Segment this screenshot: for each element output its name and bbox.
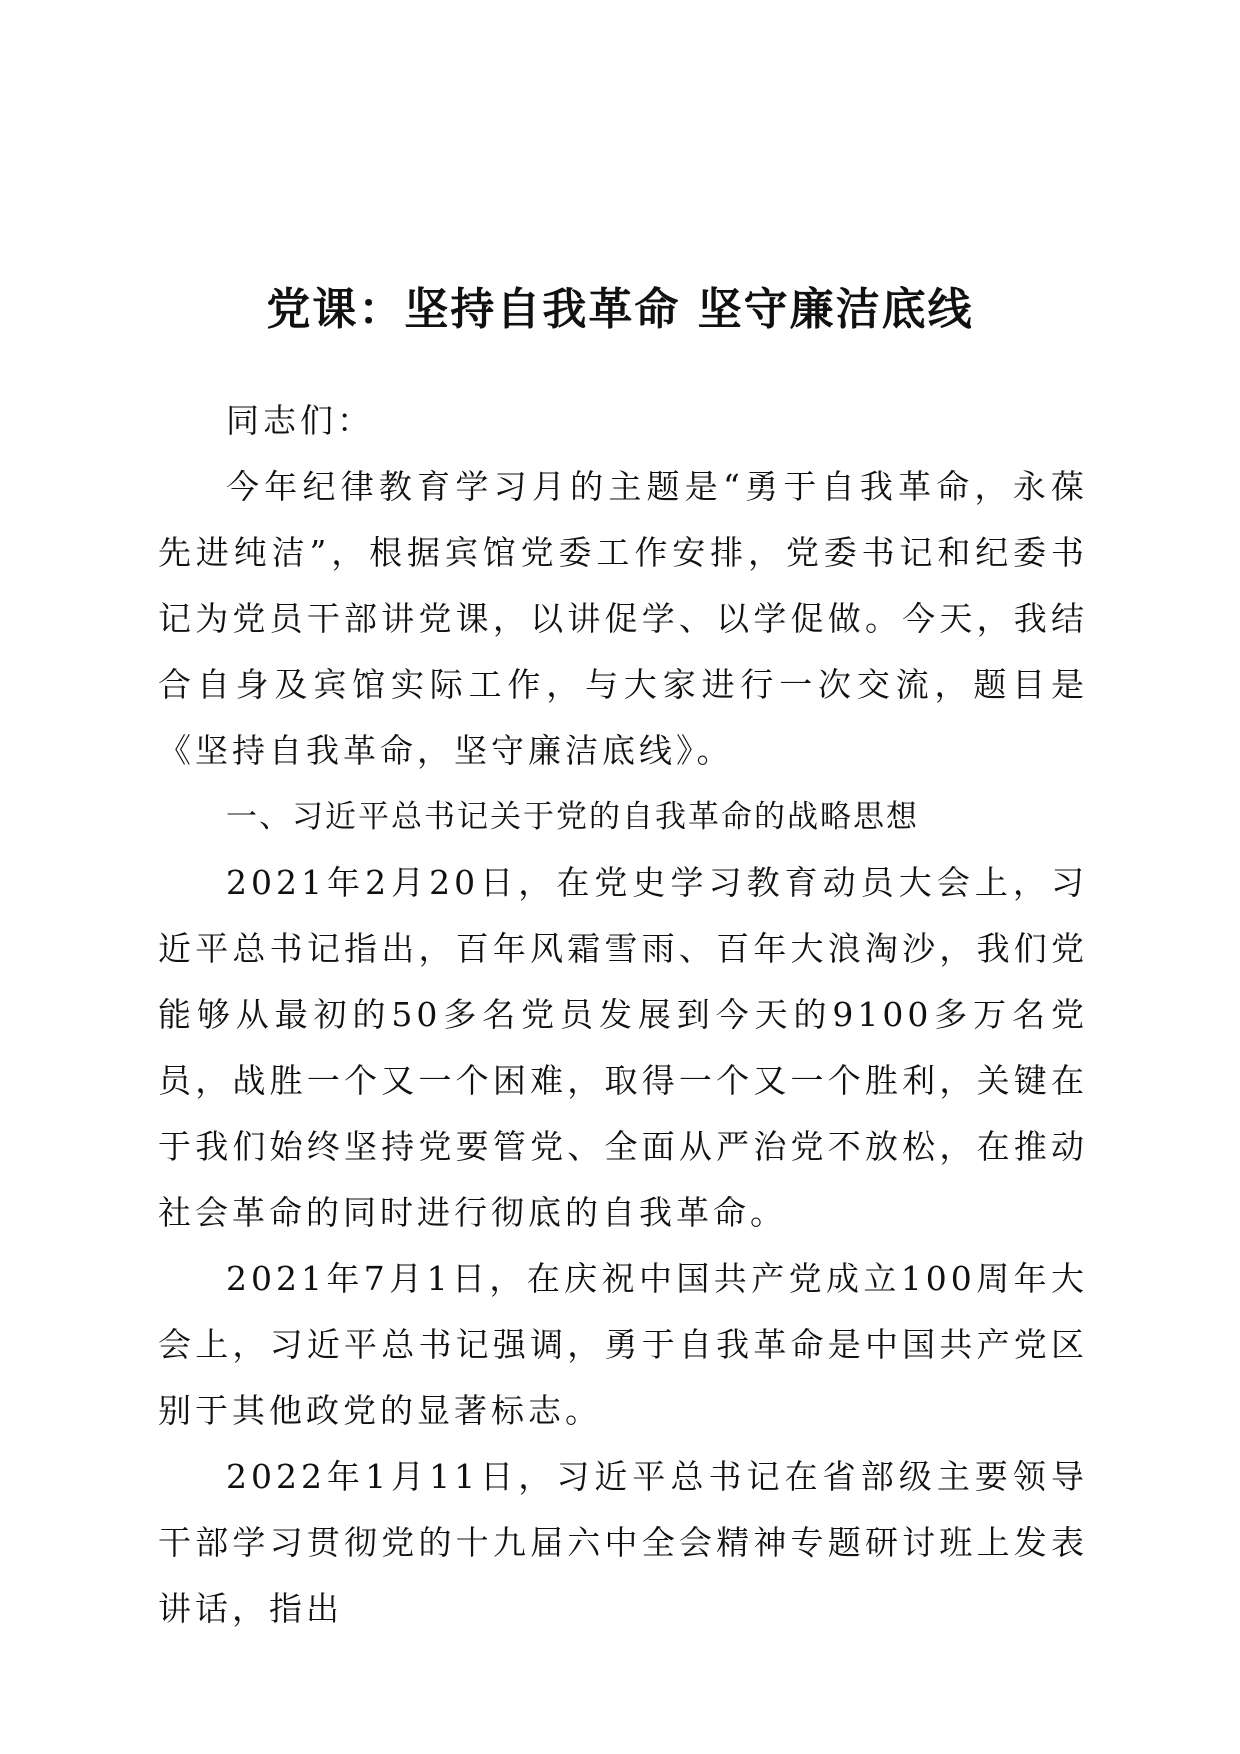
paragraph-intro: 今年纪律教育学习月的主题是“勇于自我革命，永葆先进纯洁”，根据宾馆党委工作安排，党委书记和纪委书记为党员干部讲党课，以讲促学、以学促做。今天，我结合自身及宾馆实际工作，与大家进行一次交流，题目是《坚持自我革命，坚守廉洁底线》。 bbox=[158, 467, 1088, 770]
greeting: 同志们： bbox=[226, 401, 374, 440]
section-heading: 一、习近平总书记关于党的自我革命的战略思想 bbox=[226, 799, 919, 835]
document-title: 党课：坚持自我革命 坚守廉洁底线 bbox=[266, 284, 974, 335]
paragraph-2022-01-11: 2022年1月11日，习近平总书记在省部级主要领导干部学习贯彻党的十九届六中全会精神专题研讨班上发表讲话，指出 bbox=[158, 1457, 1088, 1628]
paragraph-2021-02-20: 2021年2月20日，在党史学习教育动员大会上，习近平总书记指出，百年风霜雪雨、百年大浪淘沙，我们党能够从最初的50多名党员发展到今天的9100多万名党员，战胜一个又一个困难，取得一个又一个胜利，关键在于我们始终坚持党要管党、全面从严治党不放松，在推动社会革命的同时进行彻底的自我革命。 bbox=[158, 863, 1088, 1232]
document-body bbox=[158, 388, 1088, 1642]
paragraph-2021-07-01: 2021年7月1日，在庆祝中国共产党成立100周年大会上，习近平总书记强调，勇于自我革命是中国共产党区别于其他政党的显著标志。 bbox=[158, 1259, 1088, 1430]
